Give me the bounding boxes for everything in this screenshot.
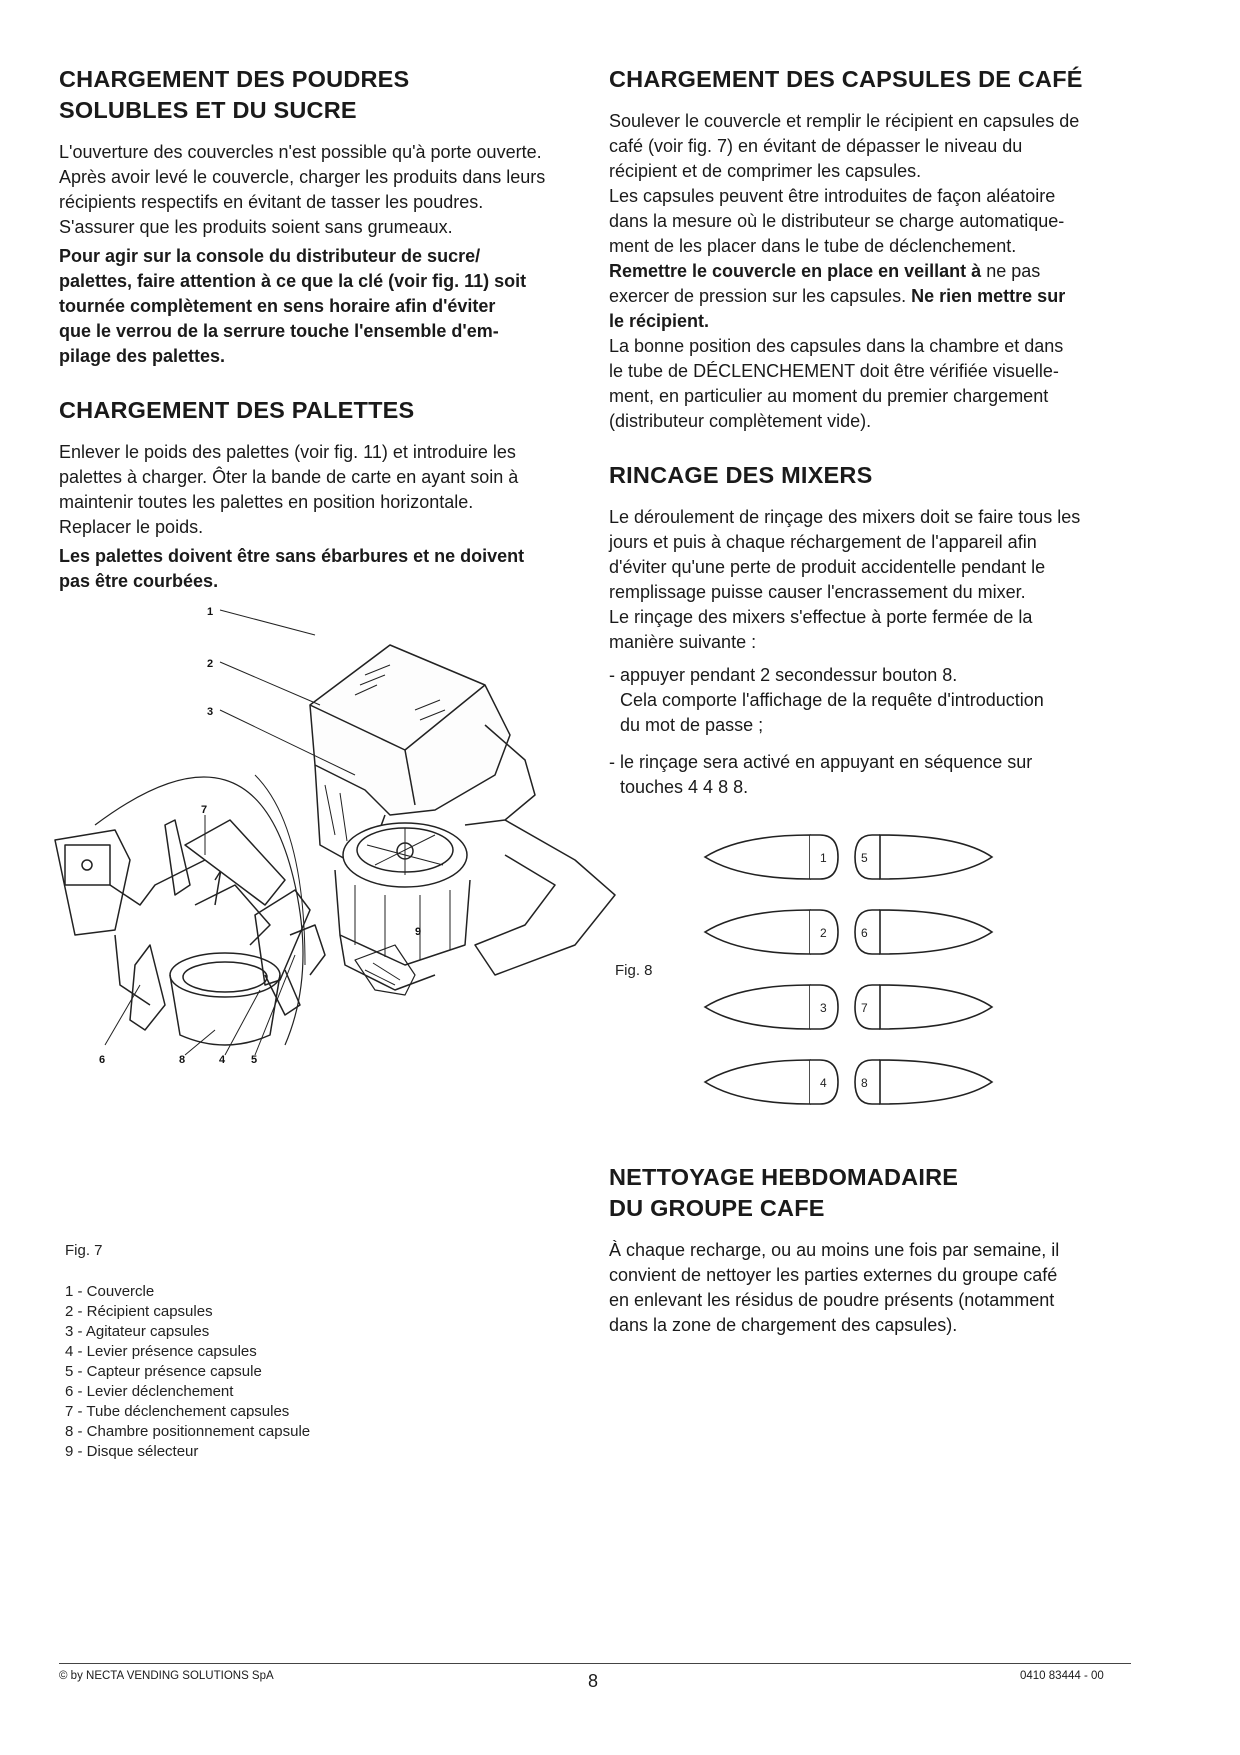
key-7 xyxy=(855,985,992,1029)
figure-8-caption: Fig. 8 xyxy=(615,962,653,979)
key-label: 7 xyxy=(861,1001,868,1015)
key-label: 2 xyxy=(820,926,827,940)
legend-item: 2 - Récipient capsules xyxy=(65,1303,213,1320)
legend-item: 7 - Tube déclenchement capsules xyxy=(65,1403,290,1420)
text-bold: le récipient. xyxy=(609,311,710,331)
title-line: DU GROUPE CAFE xyxy=(609,1195,825,1221)
key-6 xyxy=(855,910,992,954)
text-line: le tube de DÉCLENCHEMENT doit être vérifiée visuelle- xyxy=(609,361,1059,381)
key-label: 4 xyxy=(820,1076,827,1090)
left-column xyxy=(59,64,581,594)
text-line: palettes, faire attention à ce que la clé (voir fig. 11) soit xyxy=(59,271,527,291)
text-line: maintenir toutes les palettes en position horizontale. xyxy=(59,492,474,512)
text-line: récipient et de comprimer les capsules. xyxy=(609,161,922,181)
rinse-step-1 xyxy=(609,663,1131,738)
text-line: du mot de passe ; xyxy=(620,715,764,735)
callout-label: 4 xyxy=(219,1054,226,1066)
paragraph-rinse xyxy=(609,505,1131,655)
paragraph-cleaning xyxy=(609,1238,1131,1338)
text-line: Les palettes doivent être sans ébarbures et ne doivent xyxy=(59,546,525,566)
text-line: que le verrou de la serrure touche l'ensemble d'em- xyxy=(59,321,499,341)
capsule-group-drawing xyxy=(55,606,595,1225)
key-label: 1 xyxy=(820,851,827,865)
page-number: 8 xyxy=(588,1671,599,1691)
paragraph-powders xyxy=(59,140,581,240)
text-line: touches 4 4 8 8. xyxy=(620,777,749,797)
paragraph-stirrers-warning xyxy=(59,544,581,594)
text-line: (distributeur complètement vide). xyxy=(609,411,872,431)
text-line: convient de nettoyer les parties externes du groupe café xyxy=(609,1265,1058,1285)
title-line: CHARGEMENT DES POUDRES xyxy=(59,66,410,92)
text-line: S'assurer que les produits soient sans grumeaux. xyxy=(59,217,453,237)
text-line: pas être courbées. xyxy=(59,571,219,591)
text-line: Enlever le poids des palettes (voir fig. 11) et introduire les xyxy=(59,442,516,462)
text-line: en enlevant les résidus de poudre présents (notamment xyxy=(609,1290,1055,1310)
text-line: Les capsules peuvent être introduites de façon aléatoire xyxy=(609,186,1056,206)
key-label: 5 xyxy=(861,851,868,865)
callout-label: 9 xyxy=(415,926,422,938)
callout-label: 3 xyxy=(207,706,214,718)
title-line: NETTOYAGE HEBDOMADAIRE xyxy=(609,1164,959,1190)
section-title-rinse: RINCAGE DES MIXERS xyxy=(609,462,873,488)
keypad-diagram xyxy=(700,820,1000,1120)
text-line: exercer de pression sur les capsules. xyxy=(609,286,907,306)
legend-item: 8 - Chambre positionnement capsule xyxy=(65,1423,311,1440)
legend-item: 4 - Levier présence capsules xyxy=(65,1343,257,1360)
callout-label: 1 xyxy=(207,606,214,618)
key-2 xyxy=(705,910,838,954)
key-3 xyxy=(705,985,838,1029)
text-bold: Remettre le couvercle en place en veillant à xyxy=(609,261,982,281)
text-line: palettes à charger. Ôter la bande de carte en ayant soin à xyxy=(59,467,519,487)
text-line: dans la mesure où le distributeur se charge automatique- xyxy=(609,211,1065,231)
text-line: Replacer le poids. xyxy=(59,517,204,537)
paragraph-powders-warning xyxy=(59,244,581,369)
callout-label: 6 xyxy=(99,1054,106,1066)
right-column xyxy=(609,64,1131,800)
text-line: La bonne position des capsules dans la chambre et dans xyxy=(609,336,1064,356)
text-line: À chaque recharge, ou au moins une fois par semaine, il xyxy=(609,1240,1060,1260)
footer-divider xyxy=(59,1663,1131,1664)
text-line: remplissage puisse causer l'encrassement du mixer. xyxy=(609,582,1026,602)
text-line: dans la zone de chargement des capsules). xyxy=(609,1315,958,1335)
callout-label: 8 xyxy=(179,1054,186,1066)
legend-item: 3 - Agitateur capsules xyxy=(65,1323,210,1340)
weekly-cleaning-section xyxy=(609,1162,1131,1338)
text-line: Le déroulement de rinçage des mixers doit se faire tous les xyxy=(609,507,1081,527)
text-line: café (voir fig. 7) en évitant de dépasser le niveau du xyxy=(609,136,1023,156)
key-label: 3 xyxy=(820,1001,827,1015)
paragraph-capsules xyxy=(609,109,1131,434)
text-line: ment, en particulier au moment du premier chargement xyxy=(609,386,1049,406)
callout-label: 5 xyxy=(251,1054,258,1066)
text-line: récipients respectifs en évitant de tasser les poudres. xyxy=(59,192,484,212)
text-line: Soulever le couvercle et remplir le récipient en capsules de xyxy=(609,111,1080,131)
key-8 xyxy=(855,1060,992,1104)
figure-7-caption: Fig. 7 xyxy=(65,1242,103,1259)
rinse-step-2 xyxy=(609,750,1131,800)
legend-item: 1 - Couvercle xyxy=(65,1283,155,1300)
text-line: jours et puis à chaque réchargement de l'appareil afin xyxy=(609,532,1037,552)
text-line: ne pas xyxy=(981,261,1041,281)
text-bold: Ne rien mettre sur xyxy=(906,286,1066,306)
text-line: d'éviter qu'une perte de produit accidentelle pendant le xyxy=(609,557,1046,577)
section-title-powders xyxy=(59,64,581,126)
callout-label: 2 xyxy=(207,658,214,670)
text-line: Après avoir levé le couvercle, charger les produits dans leurs xyxy=(59,167,546,187)
document-code: 0410 83444 - 00 xyxy=(1020,1670,1104,1682)
legend-item: 9 - Disque sélecteur xyxy=(65,1443,199,1460)
title-line: SOLUBLES ET DU SUCRE xyxy=(59,97,357,123)
key-label: 8 xyxy=(861,1076,868,1090)
key-1 xyxy=(705,835,838,879)
legend-item: 6 - Levier déclenchement xyxy=(65,1383,234,1400)
text-line: L'ouverture des couvercles n'est possible qu'à porte ouverte. xyxy=(59,142,542,162)
paragraph-stirrers xyxy=(59,440,581,540)
section-title-cleaning xyxy=(609,1162,1131,1224)
callout-label: 7 xyxy=(201,804,208,816)
text-line: tournée complètement en sens horaire afin d'éviter xyxy=(59,296,496,316)
legend-item: 5 - Capteur présence capsule xyxy=(65,1363,262,1380)
text-line: ment de les placer dans le tube de déclenchement. xyxy=(609,236,1017,256)
text-line: - appuyer pendant 2 secondessur bouton 8. xyxy=(609,665,958,685)
text-line: Le rinçage des mixers s'effectue à porte fermée de la xyxy=(609,607,1033,627)
figure-7-legend xyxy=(65,1282,310,1462)
text-line: Cela comporte l'affichage de la requête d'introduction xyxy=(620,690,1044,710)
text-line: pilage des palettes. xyxy=(59,346,226,366)
text-line: manière suivante : xyxy=(609,632,757,652)
key-5 xyxy=(855,835,992,879)
footer-copyright: © by NECTA VENDING SOLUTIONS SpA xyxy=(59,1670,274,1682)
key-4 xyxy=(705,1060,838,1104)
key-label: 6 xyxy=(861,926,868,940)
section-title-capsules: CHARGEMENT DES CAPSULES DE CAFÉ xyxy=(609,66,1083,92)
text-line: - le rinçage sera activé en appuyant en séquence sur xyxy=(609,752,1033,772)
section-title-stirrers: CHARGEMENT DES PALETTES xyxy=(59,397,415,423)
text-line: Pour agir sur la console du distributeur de sucre/ xyxy=(59,246,481,266)
